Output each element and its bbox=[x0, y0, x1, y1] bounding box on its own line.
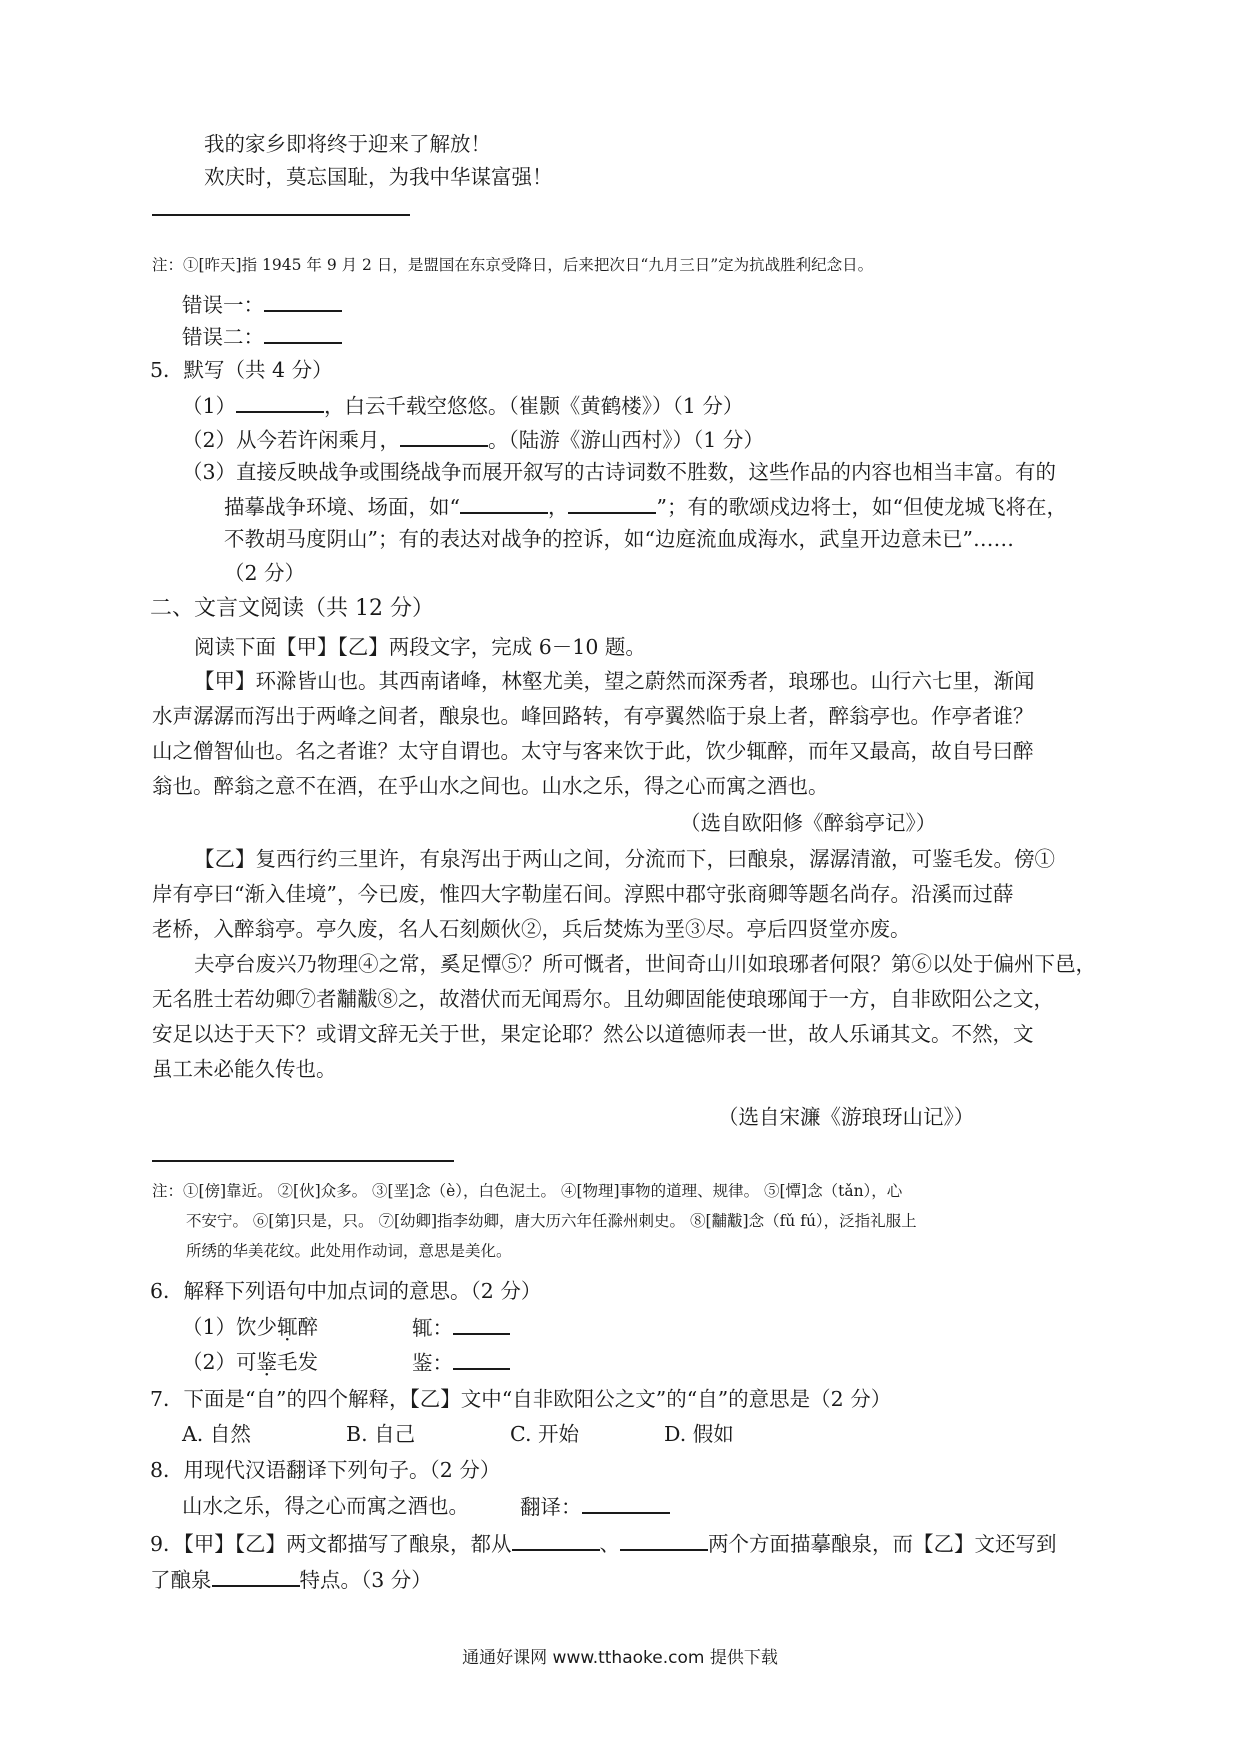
q5-item-2-prefix: （2）从今若许闲乘月， bbox=[182, 428, 401, 452]
error-one bbox=[182, 290, 342, 319]
q5-item-3-comma: ， bbox=[547, 495, 569, 519]
yi-line-1: 【乙】复西行约三里许，有泉泻出于两山之间，分流而下，曰酿泉，潺潺清澈，可鉴毛发。傍① bbox=[194, 847, 1055, 871]
q6-answer-1 bbox=[412, 1313, 510, 1342]
yi-line-7: 虽工未必能久传也。 bbox=[152, 1057, 337, 1081]
q6-title: 6．解释下列语句中加点词的意思。（2 分） bbox=[150, 1279, 542, 1303]
q6-item-2 bbox=[182, 1348, 318, 1376]
page-footer: 通通好课网 www.tthaoke.com 提供下载 bbox=[462, 1648, 778, 1668]
poem-line-2: 欢庆时，莫忘国耻，为我中华谋富强！ bbox=[204, 165, 553, 189]
footnote-rule-1 bbox=[152, 214, 410, 216]
error-two-label: 错误二： bbox=[182, 325, 264, 349]
yi-line-3: 老桥，入醉翁亭。亭久废，名人石刻颇伙②，兵后焚炼为垩③尽。亭后四贤堂亦废。 bbox=[152, 917, 911, 941]
poem-line-1: 我的家乡即将终于迎来了解放！ bbox=[204, 132, 491, 156]
q6-item-2-dotted-word: 鉴 bbox=[256, 1350, 278, 1374]
footnote-1: 注：①[昨天]指 1945 年 9 月 2 日，是盟国在东京受降日，后来把次日“九月三日”定为抗战胜利纪念日。 bbox=[152, 256, 874, 274]
q5-item-3-line-2 bbox=[224, 492, 1067, 521]
q8-translation-label: 翻译： bbox=[520, 1495, 582, 1519]
error-one-label: 错误一： bbox=[182, 293, 264, 317]
q8-translation-blank[interactable] bbox=[582, 1492, 670, 1514]
q6-answer-2 bbox=[412, 1348, 510, 1377]
q5-item-3-blank-2[interactable] bbox=[568, 492, 656, 514]
footnote-2-line-3: 所绣的华美花纹。此处用作动词，意思是美化。 bbox=[186, 1242, 512, 1260]
q6-answer-1-blank[interactable] bbox=[453, 1313, 510, 1335]
q5-item-2-blank[interactable] bbox=[400, 425, 488, 447]
q5-item-1-blank[interactable] bbox=[236, 391, 324, 413]
q6-item-1-dotted-word: 辄 bbox=[277, 1315, 298, 1339]
q6-answer-2-blank[interactable] bbox=[453, 1348, 510, 1370]
q7-option-b[interactable]: B. 自己 bbox=[346, 1422, 416, 1446]
q9-blank-1[interactable] bbox=[512, 1529, 600, 1551]
section-2-intro: 阅读下面【甲】【乙】两段文字，完成 6－10 题。 bbox=[194, 635, 646, 659]
q9-line-2-lead: 了酿泉 bbox=[150, 1568, 212, 1592]
q5-item-1-prefix: （1） bbox=[182, 394, 237, 418]
q7-option-a[interactable]: A. 自然 bbox=[182, 1422, 251, 1446]
q9-line-1-tail: 两个方面描摹酿泉，而【乙】文还写到 bbox=[708, 1532, 1057, 1556]
q9-line-1 bbox=[150, 1529, 1057, 1558]
error-two-blank[interactable] bbox=[264, 322, 342, 344]
q8-title: 8．用现代汉语翻译下列句子。（2 分） bbox=[150, 1458, 501, 1482]
q5-item-3-line-3: 不教胡马度阴山”；有的表达对战争的控诉，如“边庭流血成海水，武皇开边意未已”…… bbox=[224, 527, 1014, 551]
error-one-blank[interactable] bbox=[264, 290, 342, 312]
error-two bbox=[182, 322, 342, 351]
q6-item-1-suffix: 醉 bbox=[297, 1315, 319, 1339]
jia-line-1: 【甲】环滁皆山也。其西南诸峰，林壑尤美，望之蔚然而深秀者，琅琊也。山行六七里，渐闻 bbox=[194, 669, 1035, 693]
q7-option-c[interactable]: C. 开始 bbox=[510, 1422, 579, 1446]
q5-item-3-blank-1[interactable] bbox=[460, 492, 548, 514]
q6-item-1-prefix: （1）饮少 bbox=[182, 1315, 278, 1339]
jia-source: （选自欧阳修《醉翁亭记》） bbox=[680, 811, 937, 835]
footnote-rule-2 bbox=[152, 1160, 454, 1162]
section-2-title: 二、文言文阅读（共 12 分） bbox=[150, 596, 434, 621]
q6-answer-1-label: 辄： bbox=[412, 1316, 453, 1340]
q8-translation bbox=[520, 1492, 670, 1521]
q5-item-3-lead: 描摹战争环境、场面，如“ bbox=[224, 495, 460, 519]
q9-blank-3[interactable] bbox=[212, 1565, 300, 1587]
q7-title: 7．下面是“自”的四个解释，【乙】文中“自非欧阳公之文”的“自”的意思是（2 分） bbox=[150, 1387, 892, 1411]
q9-line-2 bbox=[150, 1565, 432, 1594]
q8-sentence: 山水之乐，得之心而寓之酒也。 bbox=[182, 1494, 469, 1518]
q9-line-2-tail: 特点。（3 分） bbox=[299, 1568, 432, 1592]
q5-item-1 bbox=[182, 391, 743, 420]
yi-line-5: 无名胜士若幼卿⑦者黼黻⑧之，故潜伏而无闻焉尔。且幼卿固能使琅琊闻于一方，自非欧阳公之文， bbox=[152, 987, 1054, 1011]
q5-item-2-text: 。（陆游《游山西村》）（1 分） bbox=[488, 428, 764, 452]
q6-item-1 bbox=[182, 1313, 318, 1341]
q9-blank-2[interactable] bbox=[620, 1529, 708, 1551]
jia-line-2: 水声潺潺而泻出于两峰之间者，酿泉也。峰回路转，有亭翼然临于泉上者，醉翁亭也。作亭者谁？ bbox=[152, 704, 1034, 728]
q7-option-d[interactable]: D. 假如 bbox=[664, 1422, 734, 1446]
q6-answer-2-label: 鉴： bbox=[412, 1351, 453, 1375]
q5-item-2 bbox=[182, 425, 764, 454]
q6-item-2-suffix: 毛发 bbox=[277, 1350, 319, 1374]
footnote-2-line-2: 不安宁。 ⑥[第]只是，只。 ⑦[幼卿]指李幼卿，唐大历六年任滁州刺史。 ⑧[黼黻]念（fǔ fú），泛指礼服上 bbox=[186, 1212, 917, 1230]
q5-title: 5．默写（共 4 分） bbox=[150, 358, 333, 382]
q5-item-3-tail: ”；有的歌颂戍边将士，如“但使龙城飞将在， bbox=[656, 495, 1067, 519]
q6-item-2-prefix: （2）可 bbox=[182, 1350, 257, 1374]
jia-line-3: 山之僧智仙也。名之者谁？太守自谓也。太守与客来饮于此，饮少辄醉，而年又最高，故自号曰醉 bbox=[152, 739, 1034, 763]
q5-item-1-text: ，白云千载空悠悠。（崔颢《黄鹤楼》）（1 分） bbox=[324, 394, 744, 418]
jia-line-4: 翁也。醉翁之意不在酒，在乎山水之间也。山水之乐，得之心而寓之酒也。 bbox=[152, 774, 829, 798]
q5-item-3-score: （2 分） bbox=[224, 561, 306, 585]
q5-item-3-line-1: （3）直接反映战争或围绕战争而展开叙写的古诗词数不胜数，这些作品的内容也相当丰富。有的 bbox=[182, 460, 1057, 484]
q9-separator: 、 bbox=[599, 1532, 621, 1556]
q9-line-1-lead: 9．【甲】【乙】两文都描写了酿泉，都从 bbox=[150, 1532, 512, 1556]
yi-line-6: 安足以达于天下？或谓文辞无关于世，果定论耶？然公以道德师表一世，故人乐诵其文。不然，文 bbox=[152, 1022, 1034, 1046]
footnote-2-line-1: 注：①[傍]靠近。 ②[伙]众多。 ③[垩]念（è），白色泥土。 ④[物理]事物的道理、规律。 ⑤[憛]念（tǎn），心 bbox=[152, 1182, 903, 1200]
yi-source: （选自宋濂《游琅玡山记》） bbox=[718, 1105, 975, 1129]
yi-line-4: 夫亭台废兴乃物理④之常，奚足憛⑤？所可慨者，世间奇山川如琅琊者何限？第⑥以处于偏州下邑， bbox=[194, 952, 1096, 976]
yi-line-2: 岸有亭曰“渐入佳境”，今已废，惟四大字勒崖石间。淳熙中郡守张商卿等题名尚存。沿溪而过薛 bbox=[152, 882, 1014, 906]
